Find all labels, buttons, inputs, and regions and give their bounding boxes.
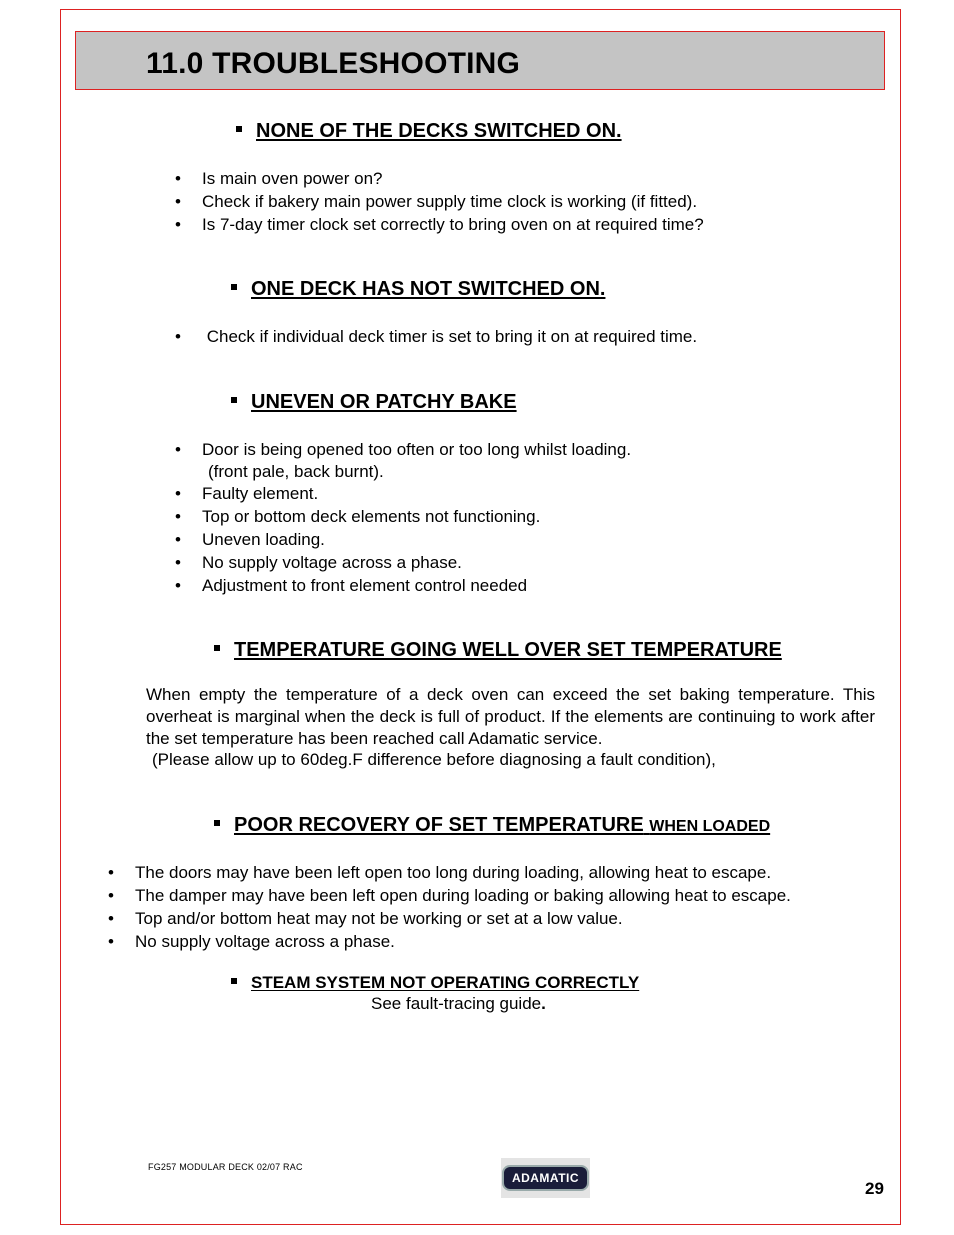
page-title: 11.0 TROUBLESHOOTING: [146, 47, 521, 80]
list-item: • No supply voltage across a phase.: [108, 932, 395, 951]
list-uneven-bake: [175, 438, 632, 597]
bullet-icon: •: [175, 576, 181, 595]
list-item-continuation: (front pale, back burnt).: [208, 462, 384, 481]
list-poor-recovery: [108, 861, 791, 953]
bullet-icon: •: [175, 215, 181, 234]
page-number: 29: [865, 1179, 884, 1198]
title-bar: [75, 31, 885, 90]
section-heading-temperature-over: TEMPERATURE GOING WELL OVER SET TEMPERATURE: [214, 639, 782, 662]
bullet-icon: •: [175, 192, 181, 211]
list-none-decks: [175, 167, 704, 236]
bullet-icon: •: [108, 886, 114, 905]
bullet-icon: •: [175, 507, 181, 526]
list-item: • Is main oven power on?: [175, 169, 383, 188]
bullet-icon: •: [108, 909, 114, 928]
list-item: • Check if individual deck timer is set to bring it on at required time.: [175, 327, 698, 346]
list-item: • Door is being opened too often or too long whilst loading.: [175, 440, 632, 459]
bullet-icon: •: [175, 440, 181, 459]
list-item: • Is 7-day timer clock set correctly to bring oven on at required time?: [175, 215, 704, 234]
adamatic-logo: [501, 1158, 590, 1198]
list-item: • The doors may have been left open too long during loading, allowing heat to escape.: [108, 863, 772, 882]
bullet-icon: •: [175, 327, 181, 346]
list-item: • Faulty element.: [175, 484, 319, 503]
square-bullet-icon: [214, 820, 220, 826]
square-bullet-icon: [231, 284, 237, 290]
bullet-icon: •: [108, 863, 114, 882]
list-item: • Top and/or bottom heat may not be working or set at a low value.: [108, 909, 623, 928]
section-heading-one-deck: ONE DECK HAS NOT SWITCHED ON.: [231, 278, 605, 301]
bullet-icon: •: [175, 553, 181, 572]
note-temperature-over: (Please allow up to 60deg.F difference before diagnosing a fault condition),: [152, 750, 716, 769]
logo-text: ADAMATIC: [502, 1165, 589, 1191]
square-bullet-icon: [236, 126, 242, 132]
list-item: • Check if bakery main power supply time clock is working (if fitted).: [175, 192, 698, 211]
paragraph-temperature-over: When empty the temperature of a deck oven can exceed the set baking temperature. This overheat is marginal when the deck is full of product. If the elements are continuing to work after the set temperature has been reached call Adamatic service.: [146, 685, 875, 748]
bullet-icon: •: [175, 530, 181, 549]
bullet-icon: •: [175, 484, 181, 503]
square-bullet-icon: [231, 397, 237, 403]
bullet-icon: •: [175, 169, 181, 188]
list-item: • The damper may have been left open during loading or baking allowing heat to escape.: [108, 886, 791, 905]
list-item: • Uneven loading.: [175, 530, 325, 549]
bullet-icon: •: [108, 932, 114, 951]
list-item: • No supply voltage across a phase.: [175, 553, 462, 572]
section-heading-none-decks: NONE OF THE DECKS SWITCHED ON.: [236, 120, 622, 143]
fault-tracing-reference: See fault-tracing guide.: [371, 994, 546, 1013]
document-code: FG257 MODULAR DECK 02/07 RAC: [148, 1162, 303, 1172]
square-bullet-icon: [214, 645, 220, 651]
section-heading-steam-system: STEAM SYSTEM NOT OPERATING CORRECTLY: [231, 973, 639, 993]
section-heading-uneven-bake: UNEVEN OR PATCHY BAKE: [231, 391, 517, 414]
list-item: • Top or bottom deck elements not functioning.: [175, 507, 541, 526]
square-bullet-icon: [231, 978, 237, 984]
section-heading-poor-recovery: POOR RECOVERY OF SET TEMPERATURE WHEN LOADED: [214, 814, 770, 837]
list-one-deck: [175, 325, 698, 348]
list-item: • Adjustment to front element control needed: [175, 576, 528, 595]
